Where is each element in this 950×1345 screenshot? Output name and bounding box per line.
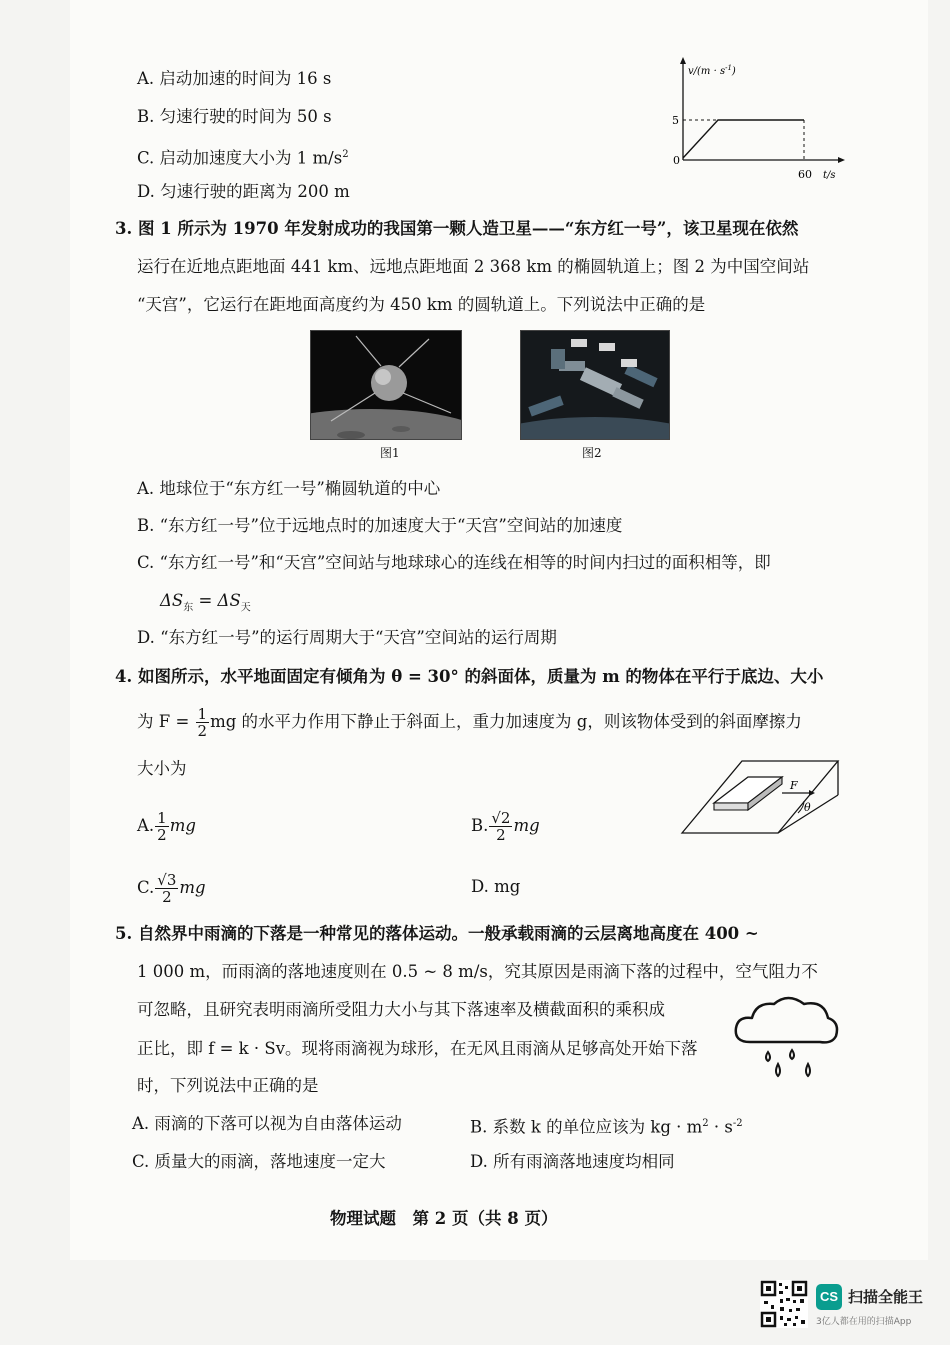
incline-force-label: F: [790, 779, 798, 792]
q2-option-a: A. 启动加速的时间为 16 s: [137, 69, 332, 88]
q4-option-b: B. $\frac{√2}{2}$ mg: [471, 809, 540, 844]
q5-option-a: A. 雨滴的下落可以视为自由落体运动: [132, 1114, 402, 1133]
q3-option-b: B. “东方红一号”位于远地点时的加速度大于“天宫”空间站的加速度: [137, 516, 623, 535]
q5-line1: 5. 自然界中雨滴的下落是一种常见的落体运动。一般承载雨滴的云层离地高度在 400 ~: [115, 924, 759, 943]
q2-option-b: B. 匀速行驶的时间为 50 s: [137, 107, 332, 126]
q5-option-c: C. 质量大的雨滴，落地速度一定大: [132, 1152, 386, 1171]
q2-option-d: D. 匀速行驶的距离为 200 m: [137, 182, 350, 201]
space-station-photo: [520, 330, 670, 440]
q3-line1: 3. 图 1 所示为 1970 年发射成功的我国第一颗人造卫星——“东方红一号”，该卫星现在依然: [115, 219, 799, 238]
velocity-line: [683, 120, 804, 158]
camscanner-logo: CS: [816, 1284, 842, 1310]
figure2-caption: 图2: [582, 446, 602, 460]
q5-option-d: D. 所有雨滴落地速度均相同: [470, 1152, 675, 1171]
q5-line5: 时，下列说法中正确的是: [137, 1076, 319, 1095]
rain-cloud-icon: [732, 994, 842, 1086]
q3-line2: 运行在近地点距地面 441 km、远地点距地面 2 368 km 的椭圆轨道上；图 2 为中国空间站: [137, 257, 810, 276]
graph-origin: 0: [673, 154, 680, 167]
satellite-photo: [310, 330, 462, 440]
q3-line3: “天宫”，它运行在距地面高度约为 450 km 的圆轨道上。下列说法中正确的是: [137, 295, 706, 314]
q5-line3: 可忽略，且研究表明雨滴所受阻力大小与其下落速率及横截面积的乘积成: [137, 1000, 665, 1019]
graph-x-label: t/s: [823, 170, 836, 181]
q5-line4: 正比，即 f = k · Sv。现将雨滴视为球形，在无风且雨滴从足够高处开始下落: [137, 1039, 698, 1058]
graph-y-tick: 5: [672, 114, 679, 127]
q4-line3: 大小为: [137, 759, 187, 778]
q4-option-d: D. mg: [471, 877, 521, 896]
q2-option-c: C. 启动加速度大小为 1 $m/s^2$: [137, 148, 349, 168]
q4-line2: 为 F = $\frac{1}{2}$ mg 的水平力作用下静止于斜面上，重力加速度为 g，则该物体受到的斜面摩擦力: [137, 705, 802, 740]
q4-option-a: A. $\frac{1}{2}$ mg: [137, 809, 196, 844]
q3-option-d: D. “东方红一号”的运行周期大于“天宫”空间站的运行周期: [137, 628, 557, 647]
scanner-watermark: [760, 1280, 940, 1330]
q5-line2: 1 000 m，而雨滴的落地速度则在 0.5 ~ 8 m/s，究其原因是雨滴下落的过程中，空气阻力不: [137, 962, 818, 981]
graph-y-label: v/(m · s: [688, 66, 726, 77]
camscanner-name: 扫描全能王: [848, 1288, 924, 1306]
svg-text:v/(m · s-1): $v/(m \cdot s^{-1})$: [688, 64, 736, 77]
incline-diagram: [678, 755, 842, 837]
graph-x-tick: 60: [798, 168, 812, 181]
q4-line1: 4. 如图所示，水平地面固定有倾角为 θ = 30° 的斜面体，质量为 m 的物体在平行于底边、大小: [115, 667, 824, 686]
q4-option-c: C. $\frac{√3}{2}$ mg: [137, 871, 206, 906]
figure1-caption: 图1: [380, 446, 400, 460]
q5-option-b: B. 系数 k 的单位应该为 kg · $m^2 \cdot s^{-2}$: [470, 1117, 743, 1137]
q3-option-c-line2: $\Delta S_东 = \Delta S_天$: [160, 591, 251, 614]
camscanner-tagline: 3亿人都在用的扫描App: [816, 1317, 912, 1327]
q3-option-a: A. 地球位于“东方红一号”椭圆轨道的中心: [137, 479, 441, 498]
page-footer: 物理试题 第 2 页（共 8 页）: [330, 1209, 558, 1228]
incline-angle-label: θ: [804, 801, 811, 814]
q3-option-c-line1: C. “东方红一号”和“天宫”空间站与地球球心的连线在相等的时间内扫过的面积相等，即: [137, 553, 771, 572]
velocity-time-graph: [668, 56, 848, 182]
qr-code-icon: [760, 1280, 808, 1328]
